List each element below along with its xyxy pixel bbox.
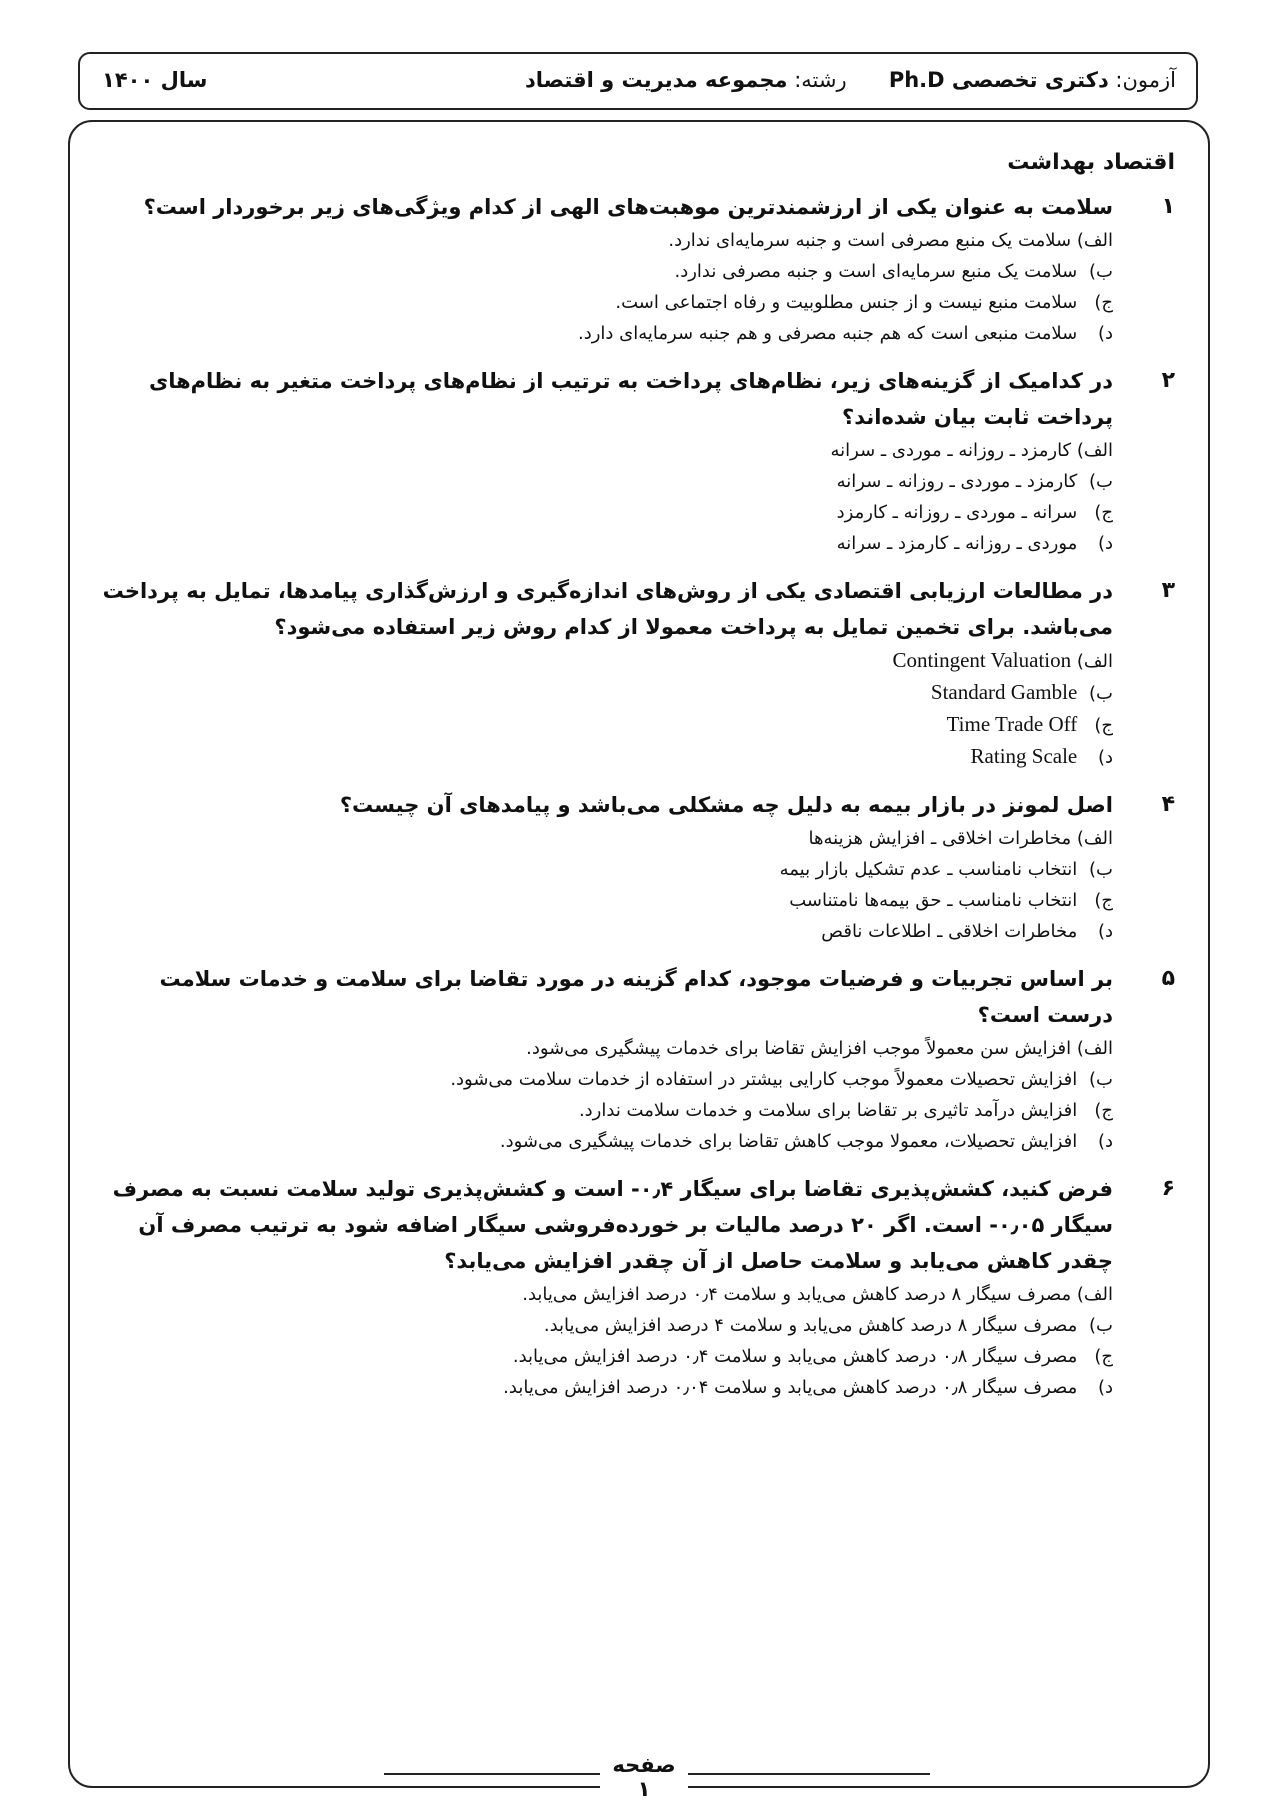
option-text: افزایش درآمد تاثیری بر تقاضا برای سلامت و خدمات سلامت ندارد. <box>578 1100 1078 1121</box>
footer-rule-right <box>384 1773 604 1775</box>
option-label: ج) <box>1094 890 1113 911</box>
option-label: د) <box>1097 1377 1113 1398</box>
option-text: Rating Scale <box>970 744 1078 768</box>
option-text: افزایش سن معمولاً موجب افزایش تقاضا برای خدمات پیشگیری می‌شود. <box>526 1038 1072 1059</box>
option-label: الف) <box>1076 651 1113 672</box>
option-text: موردی ـ روزانه ـ کارمزد ـ سرانه <box>836 533 1078 554</box>
answer-option <box>90 1341 1113 1372</box>
option-label: د) <box>1097 921 1113 942</box>
option-text: مصرف سیگار ۸ درصد کاهش می‌یابد و سلامت ۴ درصد افزایش می‌یابد. <box>543 1315 1078 1336</box>
option-label: الف) <box>1076 1284 1113 1305</box>
option-list <box>90 225 1113 349</box>
option-label: ج) <box>1094 1346 1113 1367</box>
page-number: صفحه ۱ <box>600 1753 688 1801</box>
exam-year: سال ۱۴۰۰ <box>102 68 208 92</box>
option-text: سلامت یک منبع سرمایه‌ای است و جنبه مصرفی ندارد. <box>674 261 1078 282</box>
option-text: مخاطرات اخلاقی ـ افزایش هزینه‌ها <box>808 828 1072 849</box>
answer-option <box>90 916 1113 947</box>
option-list <box>90 1279 1113 1403</box>
answer-option <box>90 854 1113 885</box>
question-item <box>90 1171 1175 1403</box>
question-item <box>90 363 1175 559</box>
answer-option <box>90 1279 1113 1310</box>
option-label: د) <box>1097 1131 1113 1152</box>
option-text: سرانه ـ موردی ـ روزانه ـ کارمزد <box>836 502 1078 523</box>
answer-option <box>90 741 1113 773</box>
option-text: سلامت یک منبع مصرفی است و جنبه سرمایه‌ای ندارد. <box>668 230 1072 251</box>
option-text: افزایش تحصیلات معمولاً موجب کارایی بیشتر در استفاده از خدمات سلامت می‌شود. <box>450 1069 1078 1090</box>
questions-content <box>90 150 1175 1417</box>
question-text: اصل لمونز در بازار بیمه به دلیل چه مشکلی می‌باشد و پیامدهای آن چیست؟ <box>339 793 1113 817</box>
question-stem <box>90 363 1175 435</box>
answer-option <box>90 1372 1113 1403</box>
question-item <box>90 573 1175 773</box>
option-text: Time Trade Off <box>946 712 1078 736</box>
answer-option <box>90 318 1113 349</box>
question-number: ۲ <box>1161 368 1175 393</box>
section-title: اقتصاد بهداشت <box>1007 150 1175 175</box>
option-text: افزایش تحصیلات، معمولا موجب کاهش تقاضا برای خدمات پیشگیری می‌شود. <box>499 1131 1078 1152</box>
option-text: مصرف سیگار ۸ درصد کاهش می‌یابد و سلامت ۰٫۴ درصد افزایش می‌یابد. <box>522 1284 1072 1305</box>
option-list <box>90 1033 1113 1157</box>
answer-option <box>90 466 1113 497</box>
question-list <box>90 189 1175 1403</box>
question-stem <box>90 961 1175 1033</box>
option-list <box>90 645 1113 773</box>
exam-name <box>889 68 1176 92</box>
answer-option <box>90 677 1113 709</box>
exam-value: دکتری تخصصی Ph.D <box>888 68 1109 92</box>
question-item <box>90 961 1175 1157</box>
option-label: ج) <box>1094 1100 1113 1121</box>
option-text: کارمزد ـ موردی ـ روزانه ـ سرانه <box>836 471 1078 492</box>
option-label: ب) <box>1089 1069 1113 1090</box>
question-text: فرض کنید، کشش‌پذیری تقاضا برای سیگار ۰٫۴- است و کشش‌پذیری تولید سلامت نسبت به مصرف سیگار ۰٫۰۵- است. اگر ۲۰ درصد مالیات بر خورده‌فروشی سیگار اضافه شود به ترتیب مصرف آن چقدر کاهش می‌یابد و سلامت حاصل از آن چقدر افزایش می‌یابد؟ <box>112 1177 1113 1273</box>
answer-option <box>90 1310 1113 1341</box>
option-label: الف) <box>1076 828 1113 849</box>
question-stem <box>90 189 1175 225</box>
answer-option <box>90 435 1113 466</box>
answer-option <box>90 256 1113 287</box>
question-item <box>90 787 1175 947</box>
option-label: ب) <box>1089 859 1113 880</box>
answer-option <box>90 1033 1113 1064</box>
question-text: بر اساس تجربیات و فرضیات موجود، کدام گزینه در مورد تقاضا برای سلامت و خدمات سلامت درست است؟ <box>159 967 1113 1027</box>
option-label: ب) <box>1089 261 1113 282</box>
question-number: ۱ <box>1161 194 1175 219</box>
option-label: د) <box>1097 533 1113 554</box>
exam-field <box>525 68 847 92</box>
option-label: د) <box>1097 323 1113 344</box>
answer-option <box>90 1095 1113 1126</box>
answer-option <box>90 225 1113 256</box>
answer-option <box>90 1064 1113 1095</box>
exam-label: آزمون: <box>1108 68 1176 92</box>
option-label: ج) <box>1094 715 1113 736</box>
question-number: ۵ <box>1161 966 1175 991</box>
option-label: د) <box>1097 747 1113 768</box>
answer-option <box>90 287 1113 318</box>
answer-option <box>90 528 1113 559</box>
option-text: Standard Gamble <box>930 680 1078 704</box>
option-label: ب) <box>1089 1315 1113 1336</box>
question-text: در کدامیک از گزینه‌های زیر، نظام‌های پرداخت به ترتیب از نظام‌های پرداخت متغیر به نظام‌های پرداخت ثابت بیان شده‌اند؟ <box>148 369 1113 429</box>
answer-option <box>90 885 1113 916</box>
option-label: الف) <box>1076 440 1113 461</box>
answer-option <box>90 1126 1113 1157</box>
answer-option <box>90 645 1113 677</box>
option-text: مخاطرات اخلاقی ـ اطلاعات ناقص <box>821 921 1078 942</box>
field-value: مجموعه مدیریت و اقتصاد <box>525 68 788 92</box>
option-label: ج) <box>1094 502 1113 523</box>
option-label: ج) <box>1094 292 1113 313</box>
option-text: سلامت منبعی است که هم جنبه مصرفی و هم جنبه سرمایه‌ای دارد. <box>577 323 1078 344</box>
option-text: مصرف سیگار ۰٫۸ درصد کاهش می‌یابد و سلامت ۰٫۴ درصد افزایش می‌یابد. <box>512 1346 1078 1367</box>
question-number: ۶ <box>1161 1176 1175 1201</box>
question-stem <box>90 787 1175 823</box>
option-text: کارمزد ـ روزانه ـ موردی ـ سرانه <box>830 440 1072 461</box>
option-label: ب) <box>1089 683 1113 704</box>
field-label: رشته: <box>787 68 847 92</box>
option-label: الف) <box>1076 1038 1113 1059</box>
question-number: ۳ <box>1161 578 1175 603</box>
question-number: ۴ <box>1161 792 1175 817</box>
question-item <box>90 189 1175 349</box>
answer-option <box>90 823 1113 854</box>
question-text: در مطالعات ارزیابی اقتصادی یکی از روش‌های اندازه‌گیری و ارزش‌گذاری پیامدها، تمایل به پرداخت می‌باشد. برای تخمین تمایل به پرداخت معمولا از کدام روش زیر استفاده می‌شود؟ <box>102 579 1113 639</box>
option-text: سلامت منبع نیست و از جنس مطلوبیت و رفاه اجتماعی است. <box>615 292 1078 313</box>
option-list <box>90 435 1113 559</box>
question-stem <box>90 573 1175 645</box>
option-text: انتخاب نامناسب ـ عدم تشکیل بازار بیمه <box>779 859 1078 880</box>
option-list <box>90 823 1113 947</box>
answer-option <box>90 709 1113 741</box>
option-label: الف) <box>1076 230 1113 251</box>
question-text: سلامت به عنوان یکی از ارزشمندترین موهبت‌های الهی از کدام ویژگی‌های زیر برخوردار است؟ <box>143 195 1113 219</box>
footer-rule-left <box>650 1773 930 1775</box>
option-text: انتخاب نامناسب ـ حق بیمه‌ها نامتناسب <box>789 890 1078 911</box>
option-text: مصرف سیگار ۰٫۸ درصد کاهش می‌یابد و سلامت ۰٫۰۴ درصد افزایش می‌یابد. <box>503 1377 1078 1398</box>
option-label: ب) <box>1089 471 1113 492</box>
answer-option <box>90 497 1113 528</box>
exam-header <box>78 52 1198 110</box>
option-text: Contingent Valuation <box>892 648 1072 672</box>
question-stem <box>90 1171 1175 1279</box>
